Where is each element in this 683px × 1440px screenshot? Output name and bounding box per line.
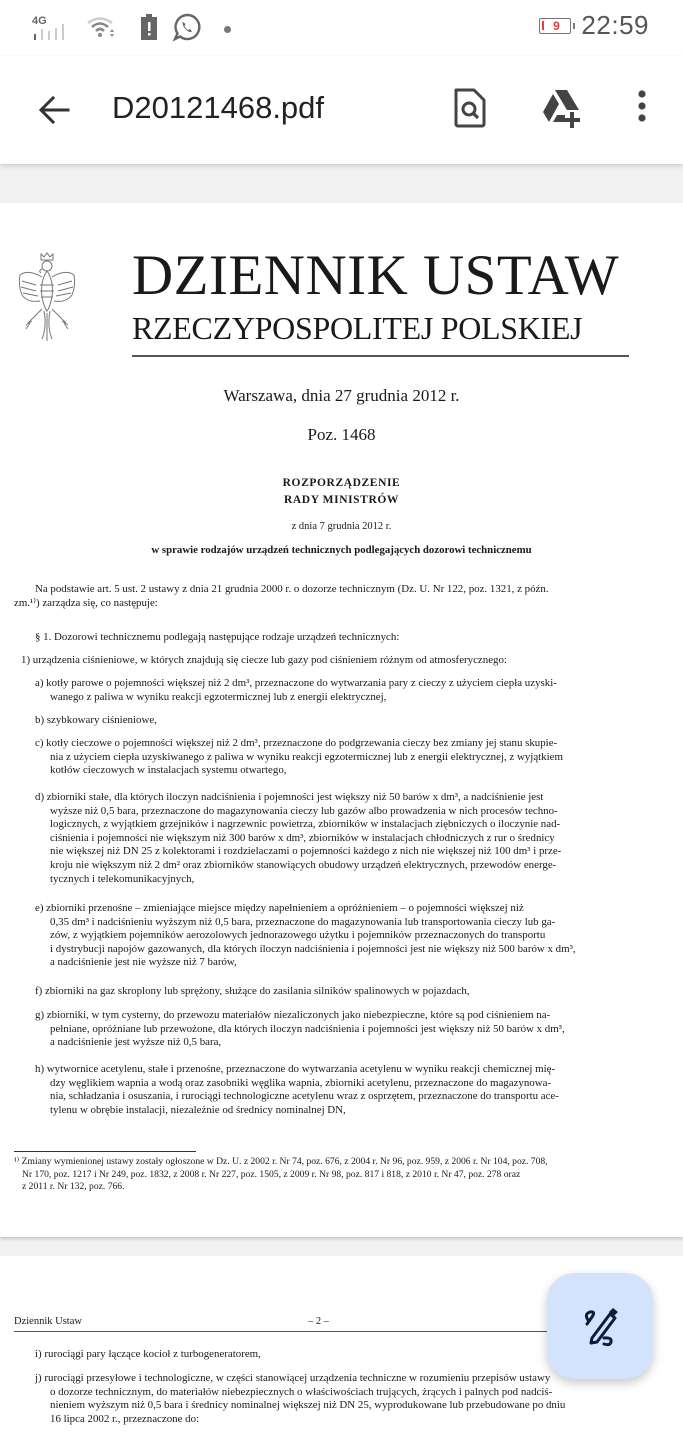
subitem-line: pełniane, opróżniane lub przewożone, dla których iloczyn nadciśnienia i pojemności jest większy niż 50 barów x dm³, bbox=[50, 1022, 565, 1035]
polish-eagle-emblem bbox=[14, 251, 80, 347]
more-vert-icon bbox=[620, 86, 664, 130]
subitem-line: kroju nie większym niż 2 dm² oraz zbiorników stanowiących obudowy urządzeń elektrycznych, przewodów energe- bbox=[50, 858, 557, 871]
publication-date: Warszawa, dnia 27 grudnia 2012 r. bbox=[223, 386, 460, 405]
notification-dot-icon bbox=[224, 26, 231, 33]
act-subject: w sprawie rodzajów urządzeń technicznych podlegających dozorowi technicznemu bbox=[151, 544, 532, 556]
subitem-line: f) zbiorniki na gaz skroplony lub sprężony, służące do zasilania silników spalinowych w pojazdach, bbox=[35, 985, 470, 997]
preamble bbox=[14, 583, 631, 610]
arrow-left-icon bbox=[34, 90, 74, 130]
subitem-line: a nadciśnienie jest wyższe niż 0,5 bara, bbox=[50, 1036, 222, 1049]
subitem-a bbox=[35, 677, 631, 704]
subitem-line: g) zbiorniki, w tym cysterny, do przewozu materiałów niezaliczonych jako niebezpieczne, które są pod ciśnieniem na- bbox=[35, 1009, 551, 1021]
subitem-b bbox=[35, 714, 157, 728]
subitem-line: nia z użyciem ciepła uzyskiwanego z paliwa w wyniku reakcji egzotermicznej lub z energii elektrycznej, z wyjątkiem bbox=[50, 750, 563, 763]
subitem-j bbox=[35, 1372, 631, 1426]
subitem-line: j) rurociągi przesyłowe i technologiczne, w części stanowiącej urządzenia techniczne w rozumieniu przepisów ustawy bbox=[35, 1372, 551, 1384]
battery-alert-icon bbox=[140, 14, 158, 45]
act-date: z dnia 7 grudnia 2012 r. bbox=[291, 521, 392, 532]
signal-icon bbox=[32, 14, 72, 43]
running-header: Dziennik Ustaw bbox=[14, 1316, 82, 1327]
page-number: – 2 – bbox=[308, 1316, 329, 1327]
subitem-line: a) kotły parowe o pojemności większej niż 2 dm³, przeznaczone do wytwarzania pary z cieczy z użyciem ciepła uzyski- bbox=[35, 677, 557, 689]
subitem-line: i dystrybucji napojów gazowanych, dla których iloczyn nadciśnienia i pojemności jest nie większy niż 500 barów x dm³, bbox=[50, 942, 576, 955]
subitem-c bbox=[35, 737, 631, 778]
footnote-line: Nr 170, poz. 1217 i Nr 249, poz. 1832, z 2008 r. Nr 227, poz. 1505, z 2009 r. Nr 98, poz. 817 i 818, z 2010 r. Nr 47, poz. 278 oraz bbox=[22, 1168, 521, 1180]
masthead-rule bbox=[132, 355, 629, 357]
subitem-line: nia, schładzania i osuszania, i rurociągi technologiczne acetylenu wraz z osprzętem, przeznaczone do transportu ace- bbox=[50, 1090, 559, 1103]
masthead-subtitle: RZECZYPOSPOLITEJ POLSKIEJ bbox=[132, 310, 583, 346]
act-type: ROZPORZĄDZENIE bbox=[282, 477, 401, 489]
subitem-line: a nadciśnienie jest nie wyższe niż 7 barów, bbox=[50, 956, 237, 969]
find-in-page-icon bbox=[448, 86, 492, 130]
subitem-line: logicznych, z wyjątkiem grzejników i nagrzewnic powietrza, zbiorników w instalacjach ziębniczych o iloczynie nad- bbox=[50, 818, 561, 831]
footnote-rule bbox=[14, 1151, 196, 1152]
whatsapp-icon bbox=[172, 12, 202, 47]
masthead-title: DZIENNIK USTAW bbox=[132, 244, 620, 307]
subitem-line: tycznych i telekomunikacyjnych, bbox=[50, 872, 195, 885]
subitem-line: i) rurociągi pary łączące kocioł z turbogeneratorem, bbox=[35, 1348, 261, 1360]
annotate-fab[interactable] bbox=[547, 1273, 653, 1379]
preamble-line: Na podstawie art. 5 ust. 2 ustawy z dnia 21 grudnia 2000 r. o dozorze technicznym (Dz. U. Nr 122, poz. 1321, z późn. bbox=[35, 583, 549, 595]
header-rule bbox=[14, 1331, 554, 1332]
subitem-h bbox=[35, 1063, 631, 1117]
battery-icon bbox=[539, 18, 571, 34]
subitem-line: zów, z wyjątkiem pojemników aerozolowych jednorazowego użytku i pojemników przeznaczonych do transportu bbox=[50, 929, 546, 942]
network-type: 4G bbox=[32, 14, 47, 27]
app-bar bbox=[0, 56, 683, 164]
subitem-line: c) kotły cieczowe o pojemności większej niż 2 dm³, przeznaczone do podgrzewania cieczy bez zmiany jej stanu skupie- bbox=[35, 737, 558, 749]
add-to-drive-icon bbox=[539, 86, 583, 130]
wifi-icon bbox=[86, 15, 116, 44]
subitem-line: dzy węglikiem wapnia a wodą oraz zasobniki węglika wapnia, zbiorniki acetylenu, przeznaczone do magazynowa- bbox=[50, 1076, 552, 1089]
subitem-d bbox=[35, 791, 631, 886]
subitem-line: 0,35 dm³ i nadciśnieniu wyższym niż 0,5 bara, przeznaczone do magazynowania lub transportowania cieczy lub ga- bbox=[50, 915, 556, 928]
subitem-line: tylenu w obrębie instalacji, niezależnie od średnicy nominalnej DN, bbox=[50, 1103, 346, 1116]
subitem-g bbox=[35, 1009, 631, 1050]
act-issuer: RADY MINISTRÓW bbox=[284, 494, 399, 506]
footnote-line: z 2011 r. Nr 132, poz. 766. bbox=[22, 1181, 125, 1193]
add-to-drive-button[interactable] bbox=[539, 86, 583, 130]
more-options-button[interactable] bbox=[620, 86, 664, 130]
subitem-line: ciśnienia i pojemności nie większym niż 300 barów x dm³, zbiorników w instalacjach chłodniczych z rur o średnicy bbox=[50, 831, 555, 844]
subitem-line: b) szybkowary ciśnieniowe, bbox=[35, 714, 157, 726]
subitem-line: e) zbiorniki przenośne – zmieniające miejsce między napełnieniem a opróżnieniem – o pojemności większej niż bbox=[35, 902, 524, 914]
clock: 22:59 bbox=[581, 10, 649, 40]
back-button[interactable] bbox=[34, 90, 74, 130]
draw-annotate-icon bbox=[578, 1304, 622, 1348]
document-title: D20121468.pdf bbox=[112, 90, 325, 125]
subitem-line: kotłów cieczowych w instalacjach systemu otwartego, bbox=[50, 764, 287, 777]
subitem-e bbox=[35, 902, 631, 970]
subitem-line: 16 lipca 2002 r., przeznaczone do: bbox=[50, 1412, 200, 1425]
subitem-i bbox=[35, 1348, 261, 1362]
subitem-line: h) wytwornice acetylenu, stałe i przenośne, przeznaczone do wytwarzania acetylenu w wyniku reakcji chemicznej mię- bbox=[35, 1063, 556, 1075]
subitem-line: nieniem wyższym niż 0,5 bara i średnicy nominalnej większej niż DN 25, wyprodukowane lub przebudowane po dniu bbox=[50, 1399, 566, 1412]
item-1: 1) urządzenia ciśnieniowe, w których znajdują się ciecze lub gazy pod ciśnieniem różnym od atmosferycznego: bbox=[21, 654, 507, 666]
section-1: § 1. Dozorowi technicznemu podlegają następujące rodzaje urządzeń technicznych: bbox=[35, 631, 400, 643]
footnote bbox=[14, 1156, 548, 1194]
subitem-line: d) zbiorniki stałe, dla których iloczyn nadciśnienia i pojemności jest większy niż 50 barów x dm³, a nadciśnienie jest bbox=[35, 791, 544, 803]
footnote-line: ¹⁾ Zmiany wymienionej ustawy zostały ogłoszone w Dz. U. z 2002 r. Nr 74, poz. 676, z 2004 r. Nr 96, poz. 959, z 2006 r. Nr 104, poz. 708, bbox=[14, 1156, 548, 1167]
battery-level: 9 bbox=[553, 18, 560, 33]
subitem-line: wyższe niż 0,5 bara, przeznaczone do magazynowania cieczy lub gazów albo prowadzenia w nich procesów techno- bbox=[50, 804, 558, 817]
subitem-line: wanego z paliwa w wyniku reakcji egzotermicznej lub z energii elektrycznej, bbox=[50, 690, 387, 703]
subitem-f bbox=[35, 985, 470, 999]
position-number: Poz. 1468 bbox=[307, 425, 376, 444]
pdf-page-1[interactable] bbox=[0, 203, 683, 1237]
subitem-line: o dozorze technicznym, do materiałów niebezpiecznych o właściwościach trujących, żrących i palnych pod nadciś- bbox=[50, 1385, 553, 1398]
subitem-line: nie większej niż DN 25 z kolektorami i rozdzielaczami o pojemności każdego z nich nie większej niż 100 dm³ i prze- bbox=[50, 845, 562, 858]
status-bar bbox=[0, 0, 683, 56]
find-in-page-button[interactable] bbox=[448, 86, 492, 130]
preamble-line: zm.¹⁾) zarządza się, co następuje: bbox=[14, 596, 158, 609]
